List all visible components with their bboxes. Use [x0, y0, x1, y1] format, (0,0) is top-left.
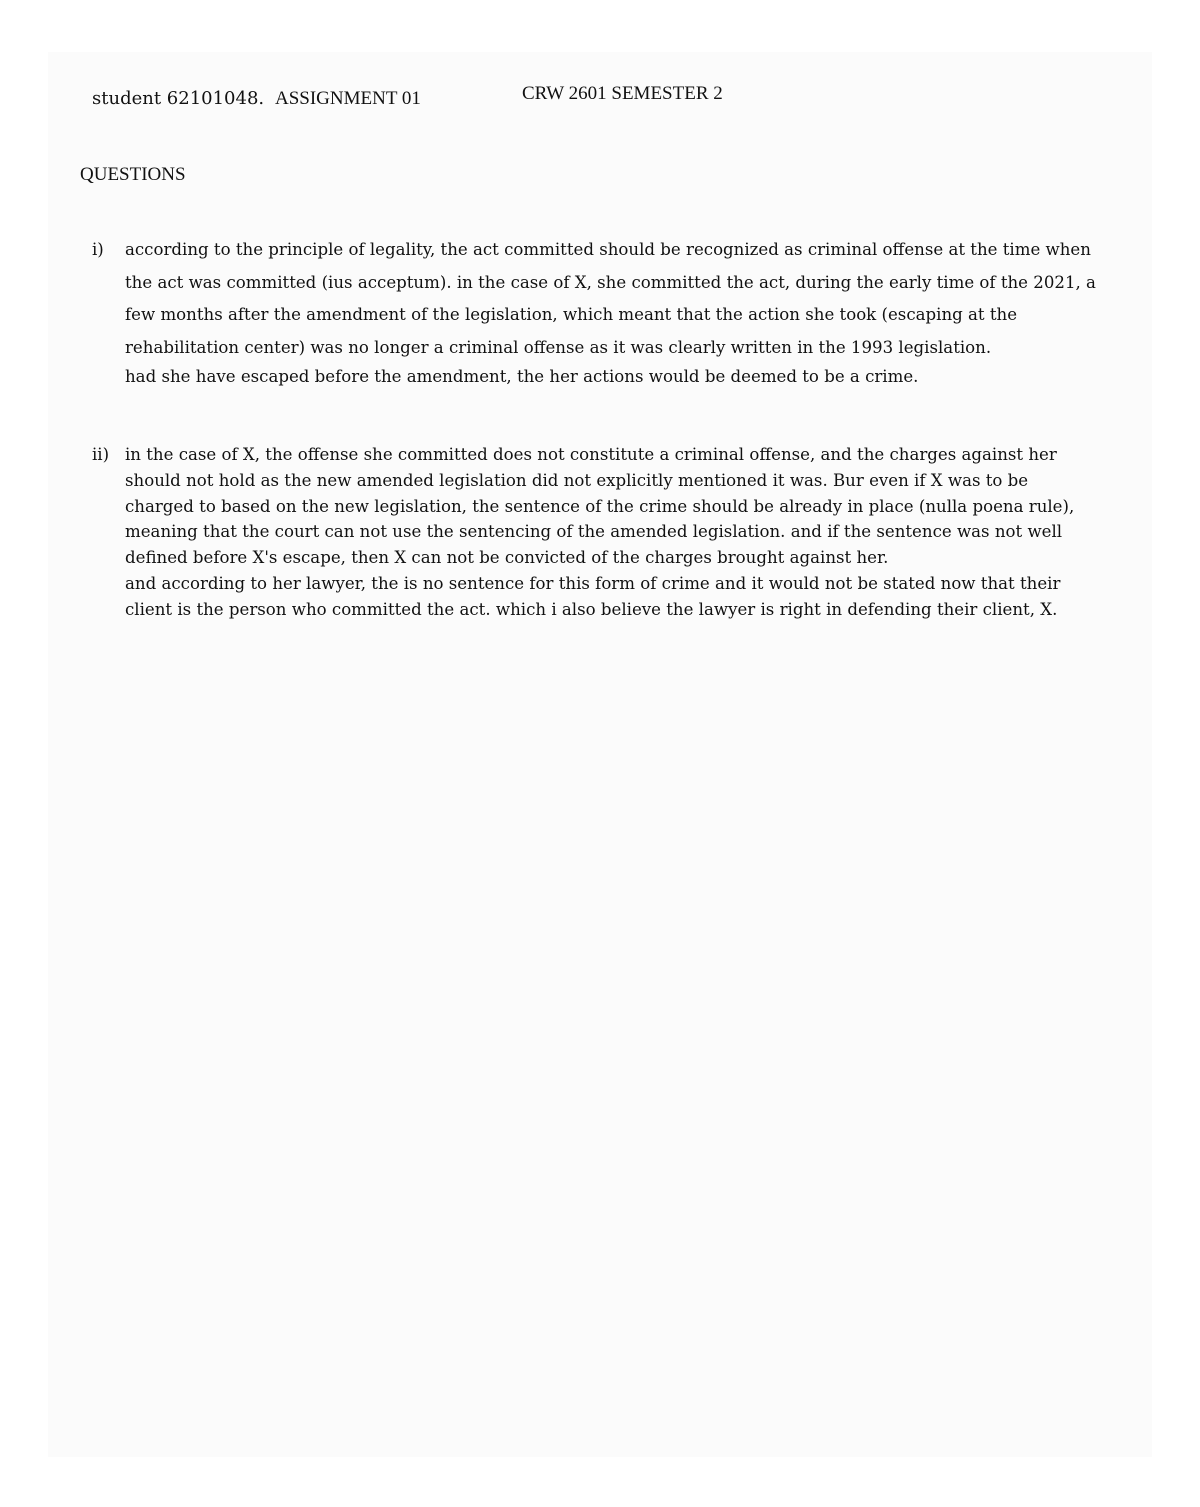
answer-line: according to the principle of legality, the act committed should be recognized as criminal offense at the time when: [125, 240, 1091, 259]
answer-line: client is the person who committed the act. which i also believe the lawyer is right in defending their client, X.: [125, 599, 1058, 619]
question-number: i): [92, 240, 104, 259]
answer-line: defined before X's escape, then X can not be convicted of the charges brought against her.: [125, 548, 889, 568]
answer-line: few months after the amendment of the legislation, which meant that the action she took (escaping at the: [125, 305, 1018, 324]
question-number: ii): [92, 445, 110, 464]
answer-line: had she have escaped before the amendment, the her actions would be deemed to be a crime.: [125, 367, 919, 386]
answer-line: should not hold as the new amended legislation did not explicitly mentioned it was. Bur even if X was to be: [125, 470, 1029, 490]
section-title: QUESTIONS: [80, 164, 186, 185]
question-answer: [125, 234, 1120, 394]
answer-line: charged to based on the new legislation, the sentence of the crime should be already in place (nulla poena rule),: [125, 496, 1075, 516]
student-number: student 62101048.: [92, 88, 265, 109]
answer-line: meaning that the court can not use the sentencing of the amended legislation. and if the sentence was not well: [125, 522, 1063, 542]
answer-line: in the case of X, the offense she committed does not constitute a criminal offense, and the charges against her: [125, 445, 1057, 464]
answer-line: the act was committed (ius acceptum). in the case of X, she committed the act, during the early time of the 2021, a: [125, 272, 1096, 292]
question-answer: [125, 442, 1120, 623]
answer-line: and according to her lawyer, the is no sentence for this form of crime and it would not be stated now that their: [125, 573, 1061, 593]
course-code: CRW 2601 SEMESTER 2: [522, 83, 723, 104]
assignment-title: ASSIGNMENT 01: [275, 88, 421, 109]
document-header: [92, 85, 1092, 115]
answer-line: rehabilitation center) was no longer a criminal offense as it was clearly written in the 1993 legislation.: [125, 337, 992, 357]
